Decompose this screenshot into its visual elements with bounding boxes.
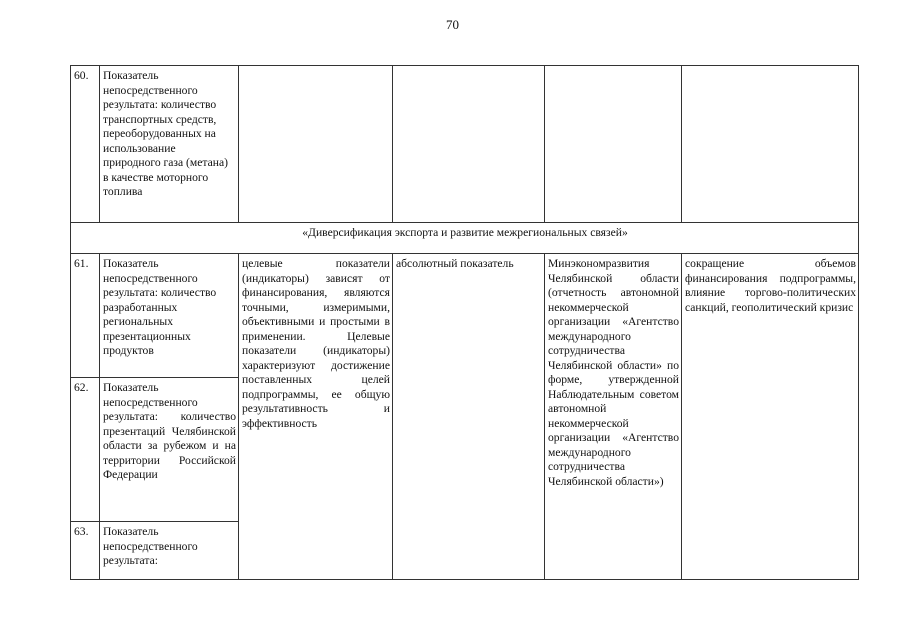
indicator-name: Показатель непосредственного результата: количество транспортных средств, переоборудованных на использование природного газа (метана) в качестве моторного топлива — [100, 66, 239, 223]
indicator-type-cell: абсолютный показатель — [393, 254, 545, 580]
indicator-name: Показатель непосредственного результата: — [100, 522, 239, 580]
row-number: 62. — [71, 378, 100, 522]
data-source-cell: Минэкономразвития Челябинской области (отчетность автономной некоммерческой организации «Агентство международного сотрудничества Челябинской области» по форме, утвержденной Наблюдательным советом автономной некоммерческой организации «Агентство международного сотрудничества Челябинской области») — [545, 254, 682, 580]
indicator-name: Показатель непосредственного результата: количество разработанных региональных презентационных продуктов — [100, 254, 239, 378]
section-title: «Диверсификация экспорта и развитие межрегиональных связей» — [71, 223, 859, 254]
row-number: 61. — [71, 254, 100, 378]
page-number: 70 — [446, 17, 459, 32]
indicators-table — [70, 65, 859, 580]
justification-cell: целевые показатели (индикаторы) зависят от финансирования, являются точными, измеримыми, объективными и простыми в применении. Целевые показатели (индикаторы) характеризуют достижение поставленных целей подпрограммы, ее общую результативность и эффективность — [239, 254, 393, 580]
indicator-name: Показатель непосредственного результата: количество презентаций Челябинской области за рубежом и на территории Российской Федерации — [100, 378, 239, 522]
row-number: 60. — [71, 66, 100, 223]
empty-cell — [239, 66, 393, 223]
empty-cell — [393, 66, 545, 223]
table-row-61 — [71, 254, 859, 378]
risks-cell: сокращение объемов финансирования подпрограммы, влияние торгово-политических санкций, геополитический кризис — [682, 254, 859, 580]
table-row-60 — [71, 66, 859, 223]
empty-cell — [682, 66, 859, 223]
section-header-row — [71, 223, 859, 254]
row-number: 63. — [71, 522, 100, 580]
empty-cell — [545, 66, 682, 223]
